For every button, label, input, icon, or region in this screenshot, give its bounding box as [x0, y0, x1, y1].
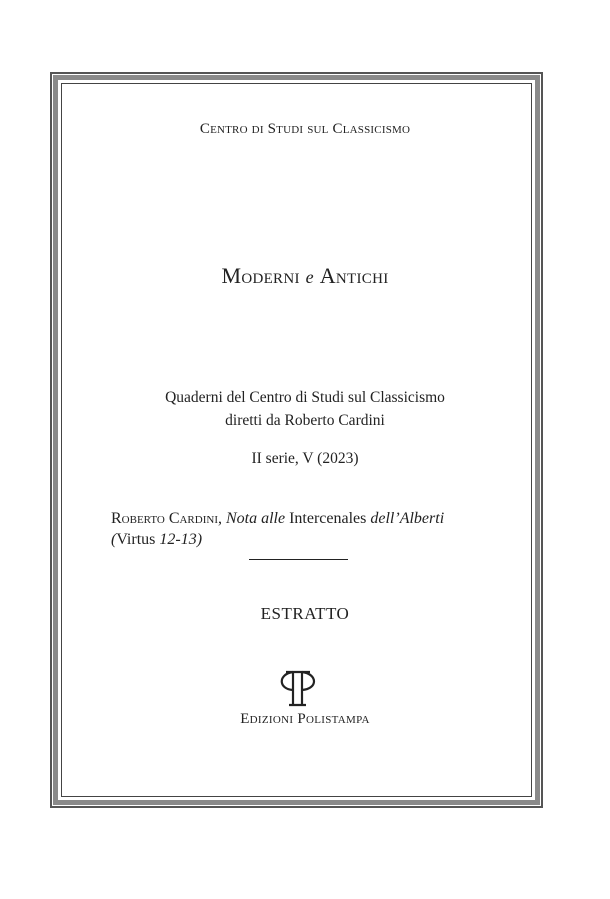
virtus-word: Virtus [116, 531, 160, 548]
divider-rule [249, 559, 348, 560]
serie-volume: II serie, V (2023) [251, 450, 359, 467]
polistampa-p-logo-icon [280, 669, 316, 707]
article-citation [111, 508, 531, 550]
title-part-1: Moderni [221, 263, 300, 288]
title-connector: e [305, 267, 314, 287]
publisher-name: Edizioni Polistampa [240, 711, 370, 727]
article-title-a: Nota alle [225, 510, 286, 527]
collection-line-2: diretti da Roberto Cardini [225, 412, 385, 429]
virtus-range: 12-13) [159, 531, 203, 548]
series-center-heading: Centro di Studi sul Classicismo [199, 121, 411, 137]
virtus-open: ( [111, 531, 117, 548]
collection-info [0, 386, 610, 432]
collection-line-1: Quaderni del Centro di Studi sul Classicismo [165, 389, 445, 406]
journal-title [0, 263, 610, 289]
article-title-c: dell’Alberti [370, 510, 445, 527]
article-title-b: Intercenales [285, 510, 371, 527]
estratto-label: ESTRATTO [260, 604, 350, 623]
article-author: Roberto Cardini [111, 510, 218, 527]
title-part-2: Antichi [319, 263, 389, 288]
article-separator: , [217, 510, 226, 527]
